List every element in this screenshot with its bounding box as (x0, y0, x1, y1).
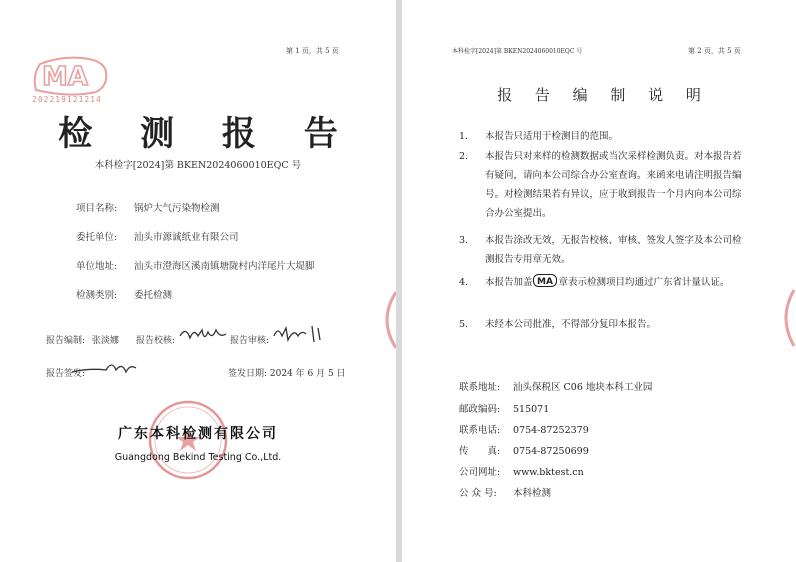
reviewer-label: 报告审核: (230, 336, 270, 346)
field-label: 检测类别: (76, 290, 118, 301)
note-item-3 (459, 231, 749, 269)
contact-label: 联系地址: (459, 382, 501, 393)
reviewer-signature-icon (272, 322, 324, 344)
compiler-label: 报告编制: (46, 336, 86, 346)
report-number: 本科检字[2024]第 BKEN2024060010EQC 号 (94, 160, 302, 171)
contact-value: 0754-87252379 (513, 425, 589, 436)
website-link[interactable]: www.bktest.cn (513, 467, 584, 478)
contact-label: 公 众 号: (459, 488, 497, 499)
contact-label: 邮政编码: (459, 404, 501, 415)
note-item-1 (459, 127, 749, 146)
contact-value: 515071 (513, 404, 550, 415)
note-text: 未经本公司批准，不得部分复印本报告。 (485, 319, 657, 330)
contact-phone (459, 422, 589, 436)
note-number: 2. (459, 151, 469, 162)
note-number: 3. (459, 235, 469, 246)
page-number: 第 2 页，共 5 页 (688, 47, 741, 55)
company-name-en: Guangdong Bekind Testing Co.,Ltd. (114, 452, 282, 463)
company-name-cn: 广东本科检测有限公司 (118, 426, 278, 442)
report-title: 检 测 报 告 (58, 114, 356, 154)
issuer-signature-icon (70, 356, 140, 380)
issue-date: 签发日期: 2024 年 6 月 5 日 (228, 369, 346, 379)
field-label: 项目名称: (76, 203, 118, 214)
contact-value: 本科检测 (513, 488, 552, 499)
field-label: 委托单位: (76, 232, 118, 243)
field-project-name (76, 200, 220, 214)
note-text-pre: 本报告加盖 (485, 277, 533, 288)
ma-certification-logo-icon (30, 54, 110, 98)
compiler-name: 张淡娜 (91, 336, 119, 346)
contact-value: 0754-87250699 (513, 446, 589, 457)
seam-stamp-icon (778, 288, 796, 348)
svg-text:MA: MA (42, 62, 88, 92)
contact-label: 传 真: (459, 446, 501, 457)
page-number: 第 1 页，共 5 页 (286, 47, 339, 55)
ma-certificate-number: 202219121214 (32, 95, 102, 104)
report-number-header: 本科检字[2024]第 BKEN2024060010EQC 号 (452, 48, 583, 55)
field-value: 锅炉大气污染物检测 (134, 203, 220, 214)
contact-postcode (459, 401, 549, 415)
checker-row (136, 333, 175, 346)
field-address (76, 258, 315, 272)
field-label: 单位地址: (76, 261, 118, 272)
checker-signature-icon (178, 324, 228, 346)
ma-mark-icon (533, 274, 557, 287)
checker-label: 报告校核: (136, 336, 176, 346)
seam-stamp-icon (376, 290, 396, 350)
note-text: 本报告涂改无效，无报告校核、审核、签发人签字及本公司检测报告专用章无效。 (485, 235, 742, 265)
note-item-5 (459, 315, 749, 334)
note-number: 5. (459, 319, 469, 330)
contact-fax (459, 443, 589, 457)
field-value: 汕头市澄海区溪南镇塘陇村内洋尾片大堤脚 (134, 261, 315, 272)
note-number: 1. (459, 131, 469, 142)
contact-address (459, 379, 652, 393)
issuer-label: 报告签发: (46, 369, 86, 379)
contact-wechat (459, 485, 551, 499)
field-value: 委托检测 (134, 290, 173, 301)
reviewer-row (230, 333, 269, 346)
contact-website[interactable] (459, 464, 584, 478)
field-test-category (76, 287, 172, 301)
contact-label: 公司网址: (459, 467, 501, 478)
notes-title: 报 告 编 制 说 明 (497, 86, 710, 104)
note-text: 本报告只适用于检测目的范围。 (485, 131, 619, 142)
note-item-4 (459, 273, 749, 292)
note-text: 本报告只对来样的检测数据或当次采样检测负责。对本报告若有疑问，请向本公司综合办公室查询。来函来电请注明报告编号。对检测结果若有异议，应于收到报告一个月内向本公司综合办公室提出。 (485, 151, 742, 219)
field-client (76, 229, 239, 243)
report-notes-page (402, 0, 796, 562)
contact-label: 联系电话: (459, 425, 501, 436)
svg-text:MA: MA (536, 277, 553, 287)
note-item-2 (459, 147, 749, 223)
compiler-row (46, 333, 119, 346)
report-cover-page (0, 0, 396, 562)
note-number: 4. (459, 277, 469, 288)
contact-value: 汕头保税区 C06 地块本科工业园 (513, 382, 653, 393)
note-text-post: 章表示检测项目均通过广东省计量认证。 (558, 277, 730, 288)
field-value: 汕头市源诚纸业有限公司 (134, 232, 239, 243)
note-text (485, 273, 749, 292)
